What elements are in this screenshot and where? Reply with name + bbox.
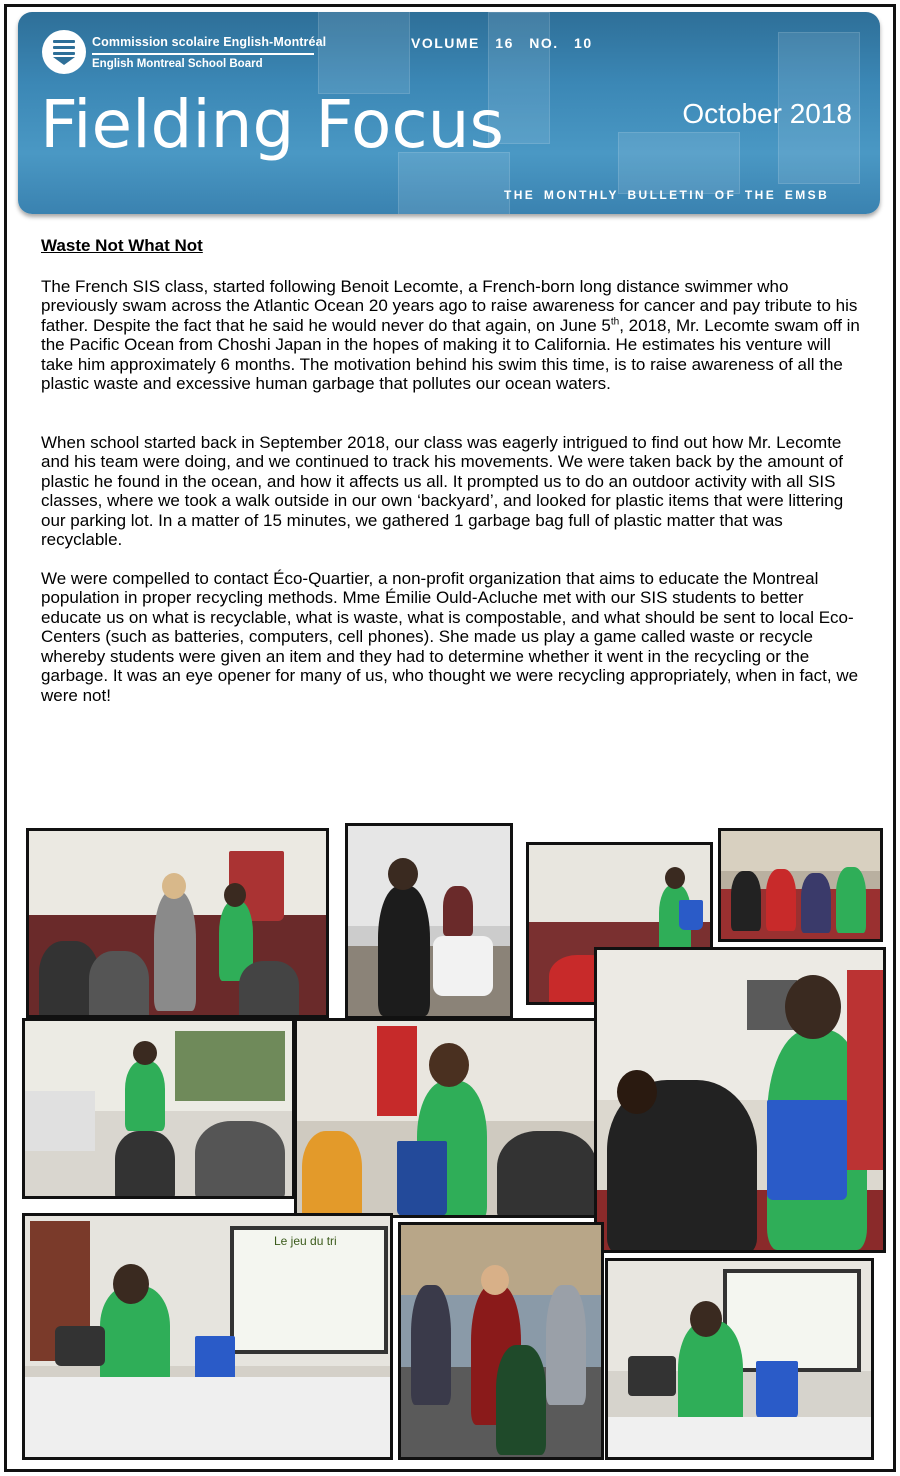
- article: [41, 236, 861, 705]
- article-heading: Waste Not What Not: [41, 236, 203, 255]
- header-banner: [18, 12, 880, 214]
- photo-student-holding-bottle: [345, 823, 513, 1019]
- photo-presenter-smartboard: [605, 1258, 874, 1460]
- issue-date: October 2018: [682, 98, 852, 129]
- org-name-english: English Montreal School Board: [92, 58, 263, 70]
- photo-classroom-presentation: [26, 828, 329, 1018]
- photo-presenter-with-bag: [294, 1018, 598, 1218]
- screen-caption: Le jeu du tri: [274, 1234, 337, 1248]
- article-paragraph-3: We were compelled to contact Éco-Quartier, a non-profit organization that aims to educate the Montreal population in proper recycling methods. Mme Émilie Ould-Acluche met with our SIS students to better educate us on what is recyclable, what is waste, what is compostable, and what should be sent to local Eco-Centers (such as batteries, computers, cell phones). She made us play a game called waste or recycle whereby students were given an item and they had to determine whether it went in the recycling or the garbage. It was an eye opener for many of us, who thought we were recycling appropriately, when in fact, we were not!: [41, 568, 859, 705]
- article-paragraph-2: When school started back in September 2018, our class was eagerly intrigued to find out how Mr. Lecomte and his team were doing, and we continued to track his movements. We were taken back by the amount of plastic he found in the ocean, and how it affects us all. It prompted us to do an outdoor activity with all SIS classes, where we took a walk outside in our own ‘backyard’, and looked for plastic items that were littering our parking lot. In a matter of 15 minutes, we gathered 1 garbage bag full of plastic matter that was recyclable.: [41, 432, 844, 549]
- photo-game-presentation: [22, 1213, 393, 1460]
- photo-group-students: [718, 828, 883, 942]
- tagline: THE MONTHLY BULLETIN OF THE EMSB: [504, 188, 830, 202]
- photo-presenter-classroom: [22, 1018, 295, 1199]
- article-paragraph-1: The French SIS class, started following Benoit Lecomte, a French-born long distance swimmer who previously swam across the Atlantic Ocean 20 years ago to raise awareness for cancer and pay tribute to his father. Despite the fact that he said he would never do that again, on June 5th, 2018, Mr. Lecomte swam off in the Pacific Ocean from Choshi Japan in the hopes of making it to California. He estimates his venture will take him approximately 6 months. The motivation behind his swim this time, is to raise awareness of all the plastic waste and excessive human garbage that pollutes our ocean waters.: [41, 276, 860, 393]
- photo-parking-lot-cleanup: [398, 1222, 604, 1460]
- emsb-logo-icon: [42, 30, 86, 74]
- photo-presenter-recycling-bin: [594, 947, 886, 1253]
- newsletter-title: Fielding Focus: [40, 86, 504, 163]
- number-label: NO. 10: [529, 35, 593, 51]
- org-name-french: Commission scolaire English-Montréal: [92, 35, 327, 49]
- issue-info: [411, 35, 593, 51]
- volume-label: VOLUME 16: [411, 35, 514, 51]
- org-divider: [92, 53, 314, 55]
